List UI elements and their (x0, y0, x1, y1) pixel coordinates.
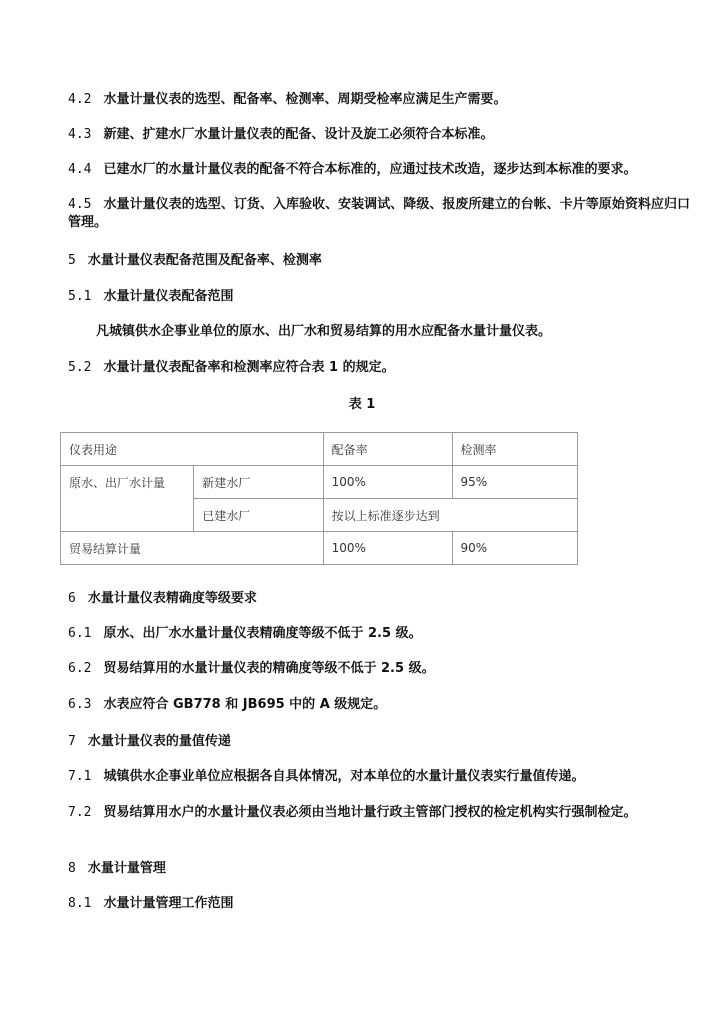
clause-number: 4.2 (68, 92, 92, 107)
clause-number: 6.2 (68, 661, 92, 676)
clause-number: 4.4 (68, 162, 92, 177)
clause-number: 6.3 (68, 697, 92, 712)
cell-existing-plant: 已建水厂 (194, 499, 323, 532)
clause-text: 贸易结算用水户的水量计量仪表必须由当地计量行政主管部门授权的检定机构实行强制检定。 (103, 805, 637, 820)
clause-number: 8.1 (68, 896, 92, 911)
clause-4-2 (68, 91, 690, 109)
clause-5-2 (68, 359, 690, 377)
clause-5-1 (68, 288, 690, 306)
cell-group-raw-water: 原水、出厂水计量 (61, 466, 194, 532)
cell-config-rate: 100% (323, 532, 452, 565)
clause-text: 已建水厂的水量计量仪表的配备不符合本标准的，应通过技术改造，逐步达到本标准的要求。 (103, 162, 637, 177)
clause-text: 新建、扩建水厂水量计量仪表的配备、设计及旋工必须符合本标准。 (103, 127, 494, 142)
clause-text: 水表应符合 GB778 和 JB695 中的 A 级规定。 (103, 697, 387, 712)
cell-merged-note: 按以上标准逐步达到 (323, 499, 577, 532)
section-8-heading (68, 860, 690, 878)
clause-number: 6 (68, 591, 76, 606)
clause-text: 水量计量仪表精确度等级要求 (87, 591, 257, 606)
table-header-row (61, 433, 578, 466)
clause-number: 5.1 (68, 289, 92, 304)
clause-4-4 (68, 161, 690, 179)
clause-4-3 (68, 126, 690, 144)
clause-number: 5.2 (68, 360, 92, 375)
cell-detect-rate: 95% (452, 466, 578, 499)
clause-text: 水量计量管理工作范围 (103, 896, 234, 911)
clause-text: 城镇供水企事业单位应根据各自具体情况，对本单位的水量计量仪表实行量值传递。 (103, 769, 585, 784)
config-rate-table (60, 432, 578, 565)
clause-text: 水量计量仪表的选型、订货、入库验收、安装调试、降级、报废所建立的台帐、卡片等原始资料应归口管理。 (68, 197, 690, 230)
clause-text: 水量计量仪表的选型、配备率、检测率、周期受检率应满足生产需要。 (103, 92, 507, 107)
table-caption: 表 1 (348, 397, 376, 412)
clause-text: 原水、出厂水水量计量仪表精确度等级不低于 2.5 级。 (103, 626, 422, 641)
clause-text: 水量计量仪表配备范围及配备率、检测率 (87, 253, 322, 268)
clause-number: 8 (68, 861, 76, 876)
clause-number: 7.1 (68, 769, 92, 784)
clause-number: 4.3 (68, 127, 92, 142)
clause-text: 水量计量仪表的量值传递 (87, 734, 231, 749)
clause-4-5 (68, 196, 690, 232)
clause-text: 水量计量管理 (87, 861, 166, 876)
paragraph-5-1-body (96, 323, 718, 341)
cell-detect-rate: 90% (452, 532, 578, 565)
paragraph-text: 凡城镇供水企事业单位的原水、出厂水和贸易结算的用水应配备水量计量仪表。 (96, 324, 552, 339)
cell-config-rate: 100% (323, 466, 452, 499)
header-detect-rate: 检测率 (452, 433, 578, 466)
clause-8-1 (68, 895, 690, 913)
clause-number: 7.2 (68, 805, 92, 820)
clause-number: 5 (68, 253, 76, 268)
header-config-rate: 配备率 (323, 433, 452, 466)
clause-number: 7 (68, 734, 76, 749)
clause-text: 贸易结算用的水量计量仪表的精确度等级不低于 2.5 级。 (103, 661, 435, 676)
clause-6-2 (68, 660, 690, 678)
clause-6-3 (68, 696, 690, 714)
cell-new-plant: 新建水厂 (194, 466, 323, 499)
clause-number: 4.5 (68, 197, 92, 212)
cell-group-trade: 贸易结算计量 (61, 532, 324, 565)
table-row (61, 532, 578, 565)
header-purpose: 仪表用途 (61, 433, 324, 466)
clause-7-1 (68, 768, 690, 786)
table-row (61, 466, 578, 499)
clause-text: 水量计量仪表配备率和检测率应符合表 1 的规定。 (103, 360, 395, 375)
clause-number: 6.1 (68, 626, 92, 641)
clause-6-1 (68, 625, 690, 643)
section-6-heading (68, 590, 690, 608)
section-5-heading (68, 252, 690, 270)
clause-7-2 (68, 804, 690, 822)
section-7-heading (68, 733, 690, 751)
clause-text: 水量计量仪表配备范围 (103, 289, 234, 304)
